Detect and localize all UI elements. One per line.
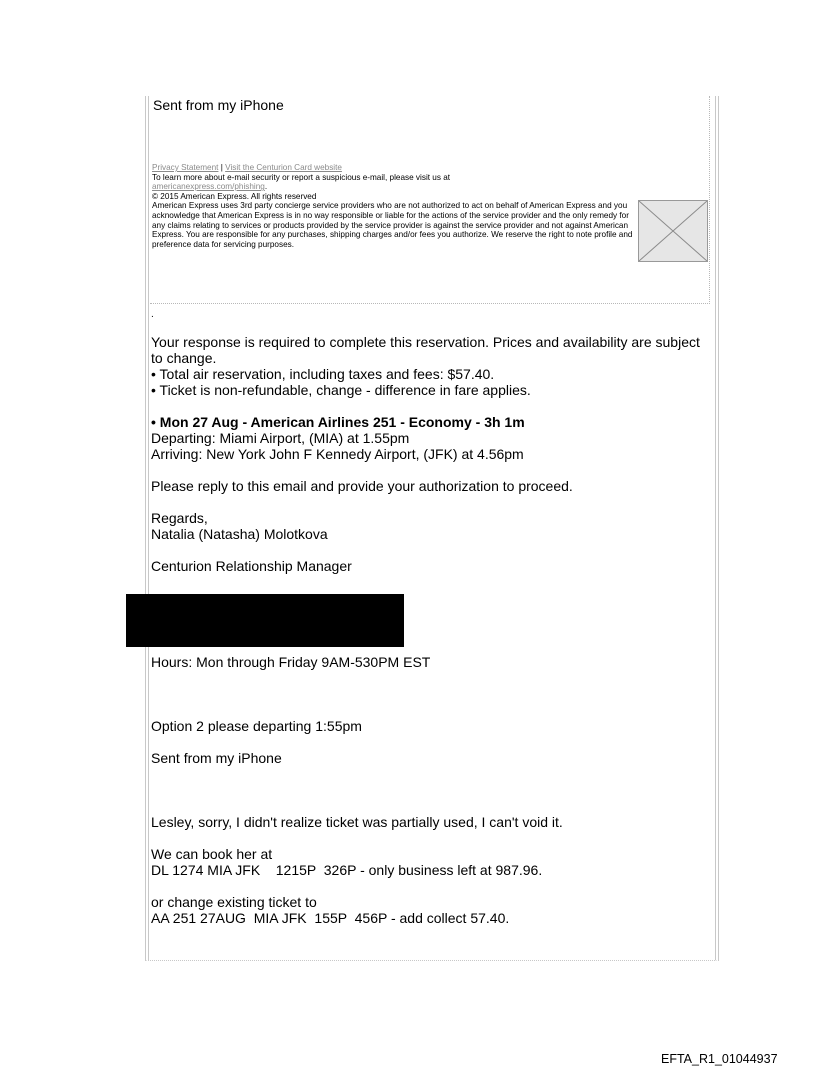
flight-heading: • Mon 27 Aug - American Airlines 251 - Economy - 3h 1m <box>151 414 525 430</box>
sent-from-iphone-reply: Sent from my iPhone <box>151 750 282 766</box>
copyright-text: © 2015 American Express. All rights reserved <box>152 191 317 201</box>
reservation-total: • Total air reservation, including taxes and fees: $57.40. <box>151 366 495 382</box>
phishing-link[interactable]: americanexpress.com/phishing <box>152 182 265 192</box>
sender-title: Centurion Relationship Manager <box>151 558 352 574</box>
document-id: EFTA_R1_01044937 <box>661 1052 778 1066</box>
regards: Regards, <box>151 510 208 526</box>
disclaimer-text: American Express uses 3rd party concierge service providers who are not authorized to act on behalf of American Express and you acknowledge that American Express is in no way responsible or liable for the actions of the service provider and the only remedy for any claims relating to services or products provided by the service provider is against the service provider and not against American Express. You are responsible for any purchases, shipping charges and/or fees you authorize. We reserve the right to note profile and preference data for servicing purposes. <box>152 201 633 249</box>
change-intro: or change existing ticket to <box>151 894 317 910</box>
departing-info: Departing: Miami Airport, (MIA) at 1.55pm <box>151 430 410 446</box>
redaction-block <box>126 594 404 647</box>
sender-name: Natalia (Natasha) Molotkova <box>151 526 328 542</box>
hours-text: Hours: Mon through Friday 9AM-530PM EST <box>151 654 431 670</box>
divider-dot: . <box>151 309 154 320</box>
dl-flight-option: DL 1274 MIA JFK 1215P 326P - only business left at 987.96. <box>151 862 543 878</box>
arriving-info: Arriving: New York John F Kennedy Airport, (JFK) at 4.56pm <box>151 446 524 462</box>
sent-from-iphone-top: Sent from my iPhone <box>153 97 284 113</box>
aa-flight-option: AA 251 27AUG MIA JFK 155P 456P - add collect 57.40. <box>151 910 510 926</box>
reply-request: Please reply to this email and provide your authorization to proceed. <box>151 478 573 494</box>
reservation-refund-policy: • Ticket is non-refundable, change - difference in fare applies. <box>151 382 531 398</box>
image-placeholder-icon <box>639 201 707 261</box>
privacy-statement-link[interactable]: Privacy Statement <box>152 163 219 172</box>
centurion-website-link[interactable]: Visit the Centurion Card website <box>225 163 342 172</box>
learn-more-text: To learn more about e-mail security or report a suspicious e-mail, please visit us at <box>152 172 451 182</box>
option-reply: Option 2 please departing 1:55pm <box>151 718 362 734</box>
reservation-intro: Your response is required to complete this reservation. Prices and availability are subject to change. <box>151 334 700 366</box>
legal-footer: Privacy Statement | Visit the Centurion Card website To learn more about e-mail security or report a suspicious e-mail, please visit us at americanexpress.com/phishing. © 2015 American Express. All rights reserved American Express uses 3rd party concierge service providers who are not authorized to act on behalf of American Express and you acknowledge that American Express is in no way responsible or liable for the actions of the service provider and the only remedy for any claims relating to services or products provided by the service provider is against the service provider and not against American Express. You are responsible for any purchases, shipping charges and/or fees you authorize. We reserve the right to note profile and preference data for servicing purposes. <box>152 163 638 249</box>
link-separator: | <box>220 163 223 172</box>
book-intro: We can book her at <box>151 846 273 862</box>
agent-apology: Lesley, sorry, I didn't realize ticket was partially used, I can't void it. <box>151 814 563 830</box>
broken-image-placeholder <box>638 200 708 262</box>
